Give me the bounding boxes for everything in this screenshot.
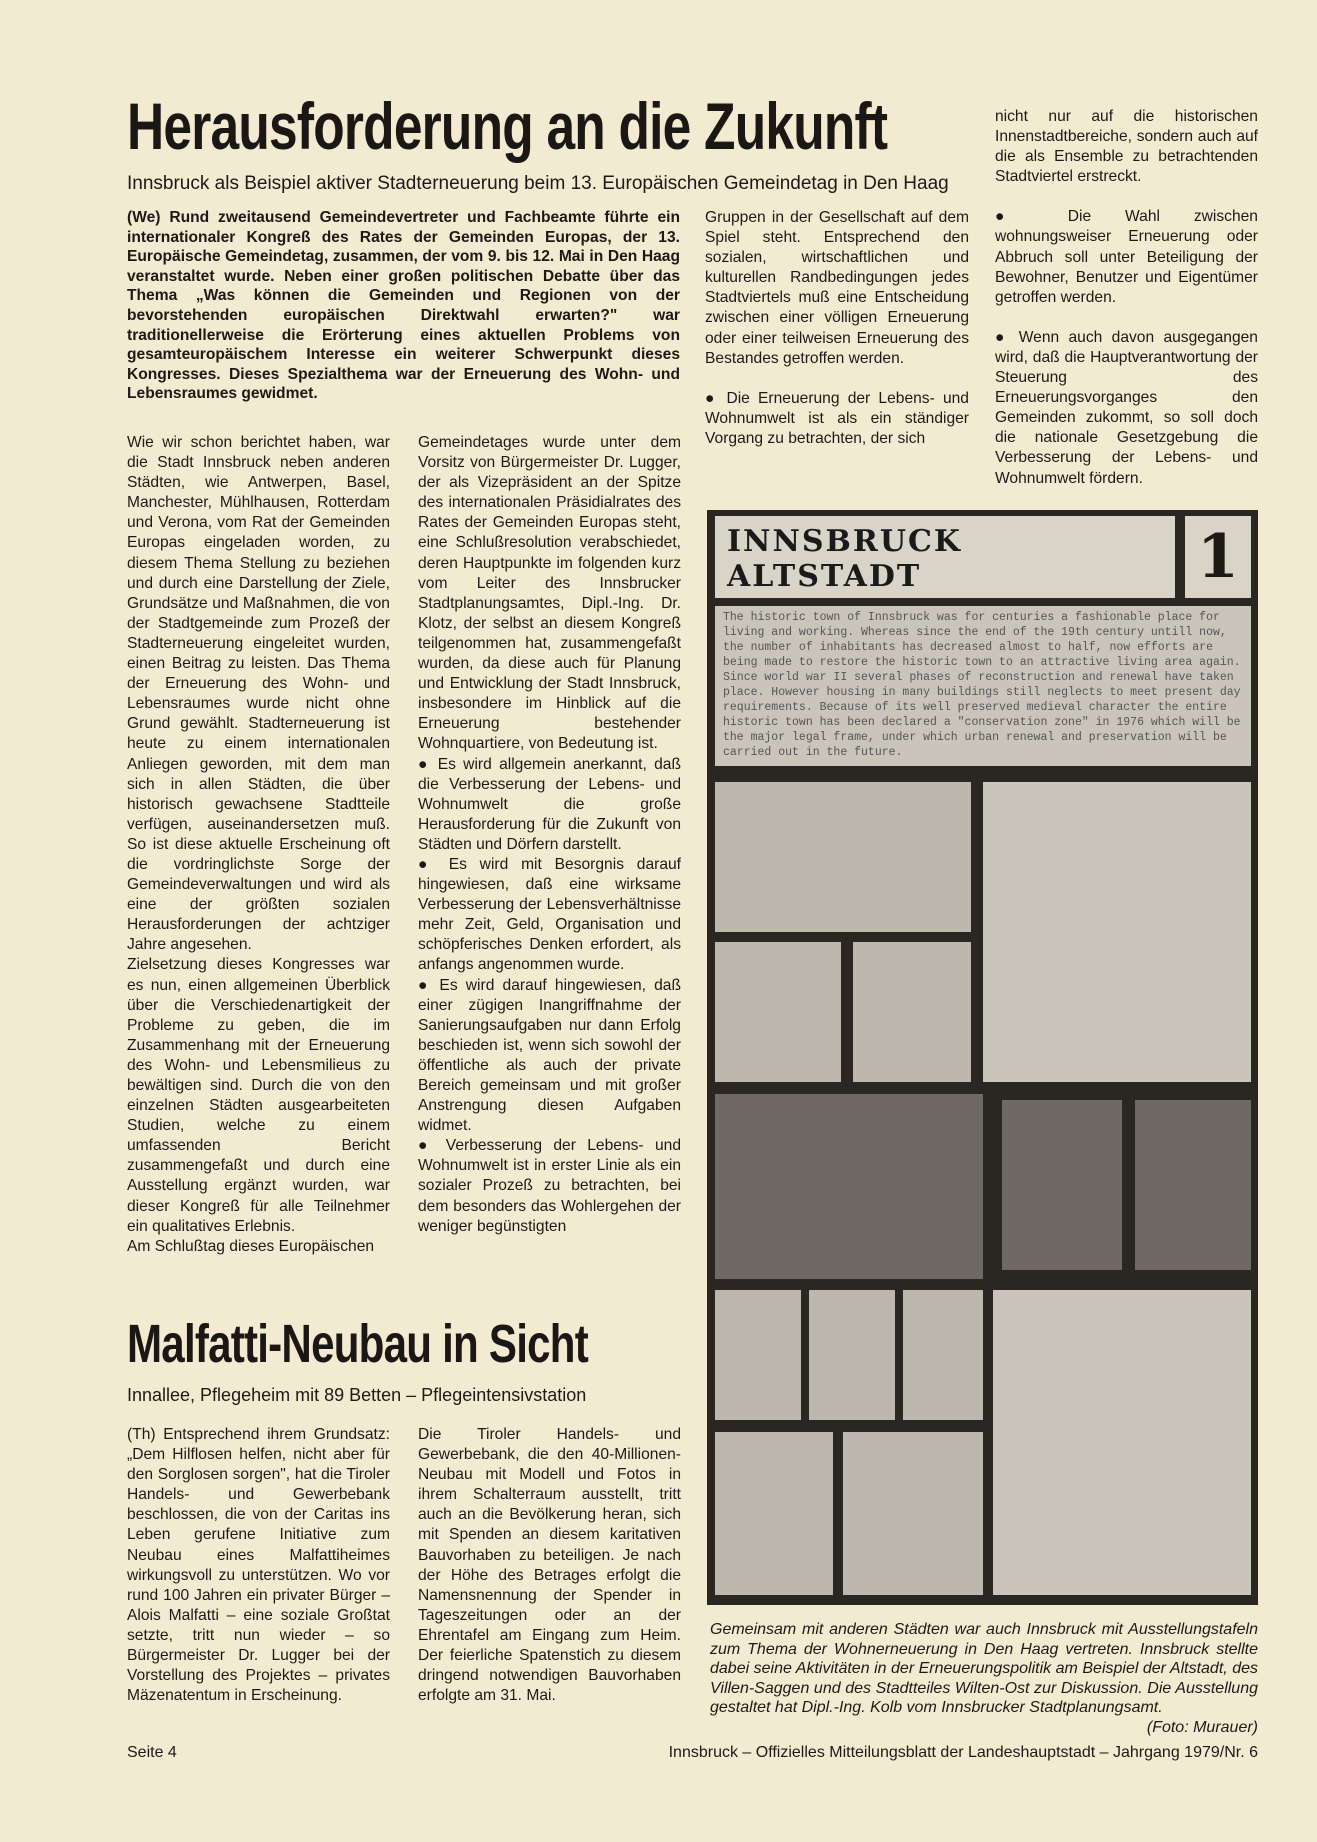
article-headline: Malfatti-Neubau in Sicht: [127, 1314, 588, 1374]
exhibition-panel-photo: [707, 510, 1258, 1605]
exhibit-title: INNSBRUCK ALTSTADT: [715, 516, 1175, 598]
building-photo: [715, 1432, 833, 1595]
article-lead: (We) Rund zweitausend Gemeindevertreter und Fachbeamte führte ein internationaler Kongreß des Rates der Gemeinden Europas, der 13. Europäische Gemeindetag, zusammen, der vom 9. bis 12. Mai in Den Haag veranstaltet wurde. Neben einer großen politischen Debatte über das Thema „Was können die Gemeinden und Regionen von der bevorstehenden europäischen Direktwahl erwarten?" war traditionellerweise die Erörterung eines aktuellen Problems von gesamteuropäischem Interesse ein weiterer Schwerpunkt dieses Kongresses. Dieses Spezialthema war der Erneuerung des Wohn- und Lebensraumes gewidmet.: [127, 209, 680, 403]
plan-image: [903, 1290, 983, 1420]
caption-text: Gemeinsam mit anderen Städten war auch Innsbruck mit Ausstellungstafeln zum Thema der Wohnerneuerung in Den Haag vertreten. Innsbruck stellte dabei seine Aktivitäten in der Erneuerungspolitik am Beispiel der Altstadt, des Villen-Saggen und des Stadtteiles Wilten-Ost zur Diskussion. Die Ausstellung gestaltet hat Dipl.-Ing. Kolb vom Innsbrucker Stadtplanungsamt.: [710, 1621, 1258, 1716]
paragraph: nicht nur auf die historischen Innenstadtbereiche, sondern auch auf die als Ensemble zu betrachtenden Stadtviertel erstreckt.: [995, 108, 1258, 186]
bullet-paragraph: ● Verbesserung der Lebens- und Wohnumwelt ist in erster Linie als ein sozialer Prozeß zu betrachten, bei dem besonders das Wohlergehen der weniger begünstigten: [418, 1136, 681, 1236]
plan-image: [809, 1290, 895, 1420]
paragraph: Am Schlußtag dieses Europäischen: [127, 1237, 375, 1255]
photo-credit: (Foto: Murauer): [1146, 1718, 1258, 1736]
article-column-2: [418, 433, 681, 1237]
tower-photo: [1135, 1100, 1251, 1270]
exhibit-text: The historic town of Innsbruck was for centuries a fashionable place for living and working. Whereas since the end of the 19th century untill now, the number of inhabitants has decreased almost to half, now efforts are being made to restore the historic town to an attractive living area again. Since world war II several phases of reconstruction and renewal have taken place. However housing in many buildings still neglects to meet present day requirements. Because of its well preserved medieval character the entire historic town has been declared a "conservation zone" in 1976 which will be the major legal frame, under which urban renewal and preservation will be carried out in the future.: [715, 606, 1251, 766]
plan-image: [715, 1290, 801, 1420]
bullet-paragraph: ● Die Erneuerung der Lebens- und Wohnumwelt ist als ein ständiger Vorgang zu betrachten, der sich: [705, 389, 969, 449]
article-headline: Herausforderung an die Zukunft: [127, 89, 888, 163]
article-column-1: [127, 433, 390, 1257]
page-number: Seite 4: [127, 1744, 177, 1761]
bullet-paragraph: ● Die Wahl zwischen wohnungsweiser Erneuerung oder Abbruch soll unter Beteiligung der Bewohner, Benutzer und Eigentümer getroffen werden.: [995, 207, 1258, 307]
exhibit-small-text: [993, 1290, 1251, 1595]
exhibit-number: 1: [1185, 516, 1251, 598]
floor-plan-image: [853, 942, 971, 1082]
arch-photo: [843, 1432, 983, 1595]
bullet-paragraph: ● Wenn auch davon ausgegangen wird, daß die Hauptverantwortung der Steuerung des Erneuerungsvorganges den Gemeinden zukommt, so soll doch die nationale Gesetzgebung die Verbesserung der Lebens- und Wohnumwelt fördern.: [995, 328, 1258, 489]
bullet-paragraph: ● Es wird allgemein anerkannt, daß die Verbesserung der Lebens- und Wohnumwelt die große Herausforderung für die Zukunft von Städten und Dörfern darstellt.: [418, 755, 681, 855]
article-column-3: [705, 208, 969, 449]
photo-caption: [710, 1620, 1258, 1737]
bullet-paragraph: ● Es wird darauf hingewiesen, daß einer zügigen Inangriffnahme der Sanierungsaufgaben nur dann Erfolg beschieden ist, wenn sich sowohl der öffentliche als auch der private Bereich gemeinsam und mit großer Anstrengung diesen Aufgaben widmet.: [418, 976, 681, 1137]
article-column-1: (Th) Entsprechend ihrem Grundsatz: „Dem Hilflosen helfen, nicht aber für den Sorglosen sorgen", hat die Tiroler Handels- und Gewerbebank beschlossen, die von der Caritas ins Leben gerufene Initiative zum Neubau eines Malfattiheimes wirkungsvoll zu unterstützen. Wo vor rund 100 Jahren ein privater Bürger – Alois Malfatti – eine soziale Großtat setzte, tritt nun wieder – so Bürgermeister Dr. Lugger bei der Vorstellung des Projektes – privates Mäzenatentum in Erscheinung.: [127, 1426, 390, 1705]
publication-info: Innsbruck – Offizielles Mitteilungsblatt der Landeshauptstadt – Jahrgang 1979/Nr. 6: [668, 1744, 1258, 1761]
exhibit-small-text: [983, 782, 1251, 1082]
article-subtitle: Innallee, Pflegeheim mit 89 Betten – Pflegeintensivstation: [127, 1385, 587, 1405]
paragraph: Gemeindetages wurde unter dem Vorsitz von Bürgermeister Dr. Lugger, der als Vizepräsident an der Spitze des internationalen Präsidialrates des Rates der Gemeinden Europas steht, eine Schlußresolution verabschiedet, deren Hauptpunkte im folgenden kurz vom Leiter des Innsbrucker Stadtplanungsamtes, Dipl.-Ing. Dr. Klotz, der selbst an diesem Kongreß teilgenommen hat, zusammengefaßt wurden, da diese auch für Planung und Entwicklung der Stadt Innsbruck, insbesondere im Hinblick auf die Erneuerung bestehender Wohnquartiere, von Bedeutung ist.: [418, 434, 681, 753]
paragraph: Gruppen in der Gesellschaft auf dem Spiel steht. Entsprechend den sozialen, wirtschaftlichen und kulturellen Randbedingungen jedes Stadtviertels muß eine Entscheidung zwischen einer völligen Erneuerung oder einer teilweisen Erneuerung des Bestandes getroffen werden.: [705, 209, 969, 367]
street-photo: [1002, 1100, 1122, 1270]
article-subtitle: Innsbruck als Beispiel aktiver Stadterneuerung beim 13. Europäischen Gemeindetag in Den Haag: [127, 173, 949, 194]
article-column-4: [995, 107, 1258, 489]
floor-plan-image: [715, 942, 841, 1082]
aerial-photo: [715, 1094, 983, 1279]
article-column-2: Die Tiroler Handels- und Gewerbebank, die den 40-Millionen-Neubau mit Modell und Fotos in ihrem Schalterraum ausstellt, tritt auch an die Bevölkerung heran, sich mit Spenden an diesem karitativen Bauvorhaben zu beteiligen. Je nach der Höhe des Betrages erfolgt die Namensnennung der Spender in Tageszeitungen oder an der Ehrentafel am Eingang zum Heim. Der feierliche Spatenstich zu diesem dringend notwendigen Bauvorhaben erfolgte am 31. Mai.: [418, 1426, 681, 1705]
paragraph: Zielsetzung dieses Kongresses war es nun, einen allgemeinen Überblick über die Verschiedenartigkeit der Probleme zu geben, die im Zusammenhang mit der Erneuerung des Wohn- und Lebensmilieus zu bewältigen sind. Durch die von den einzelnen Städten ausgearbeiteten Studien, welche zu einem umfassenden Bericht zusammengefaßt und durch eine Ausstellung ergänzt wurden, war dieser Kongreß für alle Teilnehmer ein qualitatives Erlebnis.: [127, 956, 390, 1235]
bullet-paragraph: ● Es wird mit Besorgnis darauf hingewiesen, daß eine wirksame Verbesserung der Lebensverhältnisse mehr Zeit, Geld, Organisation und schöpferisches Denken erfordert, als anfangs angenommen wurde.: [418, 855, 681, 976]
paragraph: Wie wir schon berichtet haben, war die Stadt Innsbruck neben anderen Städten, wie Antwerpen, Basel, Manchester, Mühlhausen, Rotterdam und Verona, vom Rat der Gemeinden Europas eingeladen worden, zu diesem Thema Stellung zu beziehen und durch eine Darstellung der Ziele, Grundsätze und Maßnahmen, die von der Stadtgemeinde zum Prozeß der Stadterneuerung eingeleitet wurden, einen Beitrag zu leisten. Das Thema der Erneuerung des Wohn- und Lebensraumes wurde nicht ohne Grund gewählt. Stadterneuerung ist heute zu einem internationalen Anliegen geworden, mit dem man sich in allen Städten, die über historisch gewachsene Stadtteile verfügen, auseinandersetzen muß. So ist diese aktuelle Erscheinung oft die vordringlichste Sorge der Gemeindeverwaltungen und wird als eine der größten sozialen Herausforderungen der achtziger Jahre angesehen.: [127, 434, 390, 954]
city-map-image: [715, 782, 971, 932]
